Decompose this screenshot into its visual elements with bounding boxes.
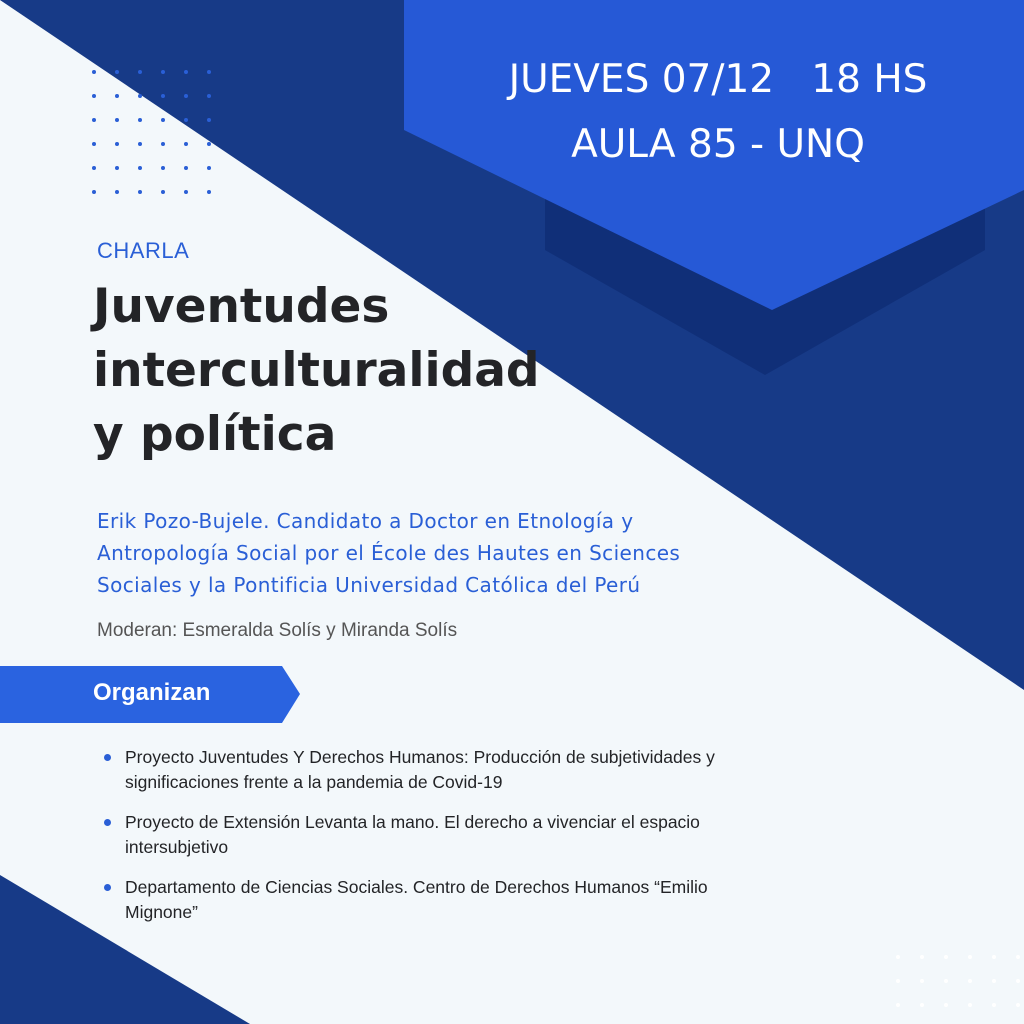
event-date-time: JUEVES 07/12 18 HS [508, 57, 928, 102]
dot [138, 118, 142, 122]
dot [138, 94, 142, 98]
organizer-item [104, 810, 864, 860]
dot [115, 118, 119, 122]
dot [920, 1003, 924, 1007]
speaker-line: Sociales y la Pontificia Universidad Católica del Perú [97, 573, 641, 597]
dot [115, 190, 119, 194]
dot [161, 70, 165, 74]
bullet-icon [104, 884, 111, 891]
dot [184, 142, 188, 146]
dot [944, 979, 948, 983]
dot [1016, 979, 1020, 983]
dot [138, 142, 142, 146]
dot [920, 955, 924, 959]
dot [92, 142, 96, 146]
dot [161, 118, 165, 122]
decorative-dot-grid-bottom [896, 955, 1020, 1007]
dot [920, 979, 924, 983]
dot [992, 979, 996, 983]
event-title [93, 275, 540, 467]
event-type-label: CHARLA [97, 238, 190, 263]
dot [944, 955, 948, 959]
dot [92, 94, 96, 98]
dot [115, 70, 119, 74]
dot [115, 142, 119, 146]
dot [115, 166, 119, 170]
title-line: interculturalidad [93, 343, 540, 398]
dot [92, 70, 96, 74]
dot [92, 166, 96, 170]
dot [138, 166, 142, 170]
event-location: AULA 85 - UNQ [571, 122, 865, 167]
organizer-item [104, 875, 864, 925]
dot [896, 979, 900, 983]
organizer-line: Mignone” [125, 902, 198, 922]
dot [161, 142, 165, 146]
title-line: Juventudes [93, 279, 390, 334]
organizer-line: Proyecto Juventudes Y Derechos Humanos: Producción de subjetividades y [125, 747, 715, 767]
dot [896, 955, 900, 959]
dot [968, 955, 972, 959]
dot [184, 94, 188, 98]
dot [207, 190, 211, 194]
dot [992, 955, 996, 959]
bullet-icon [104, 819, 111, 826]
dot [207, 142, 211, 146]
dot [92, 190, 96, 194]
organizers-list [104, 745, 864, 940]
dot [207, 166, 211, 170]
dot [184, 118, 188, 122]
dot [184, 70, 188, 74]
dot [896, 1003, 900, 1007]
dot [944, 1003, 948, 1007]
dot [161, 190, 165, 194]
bullet-icon [104, 754, 111, 761]
dot [161, 94, 165, 98]
organizer-line: Proyecto de Extensión Levanta la mano. El derecho a vivenciar el espacio [125, 812, 700, 832]
dot [184, 190, 188, 194]
dot [138, 190, 142, 194]
dot [1016, 955, 1020, 959]
organizer-line: significaciones frente a la pandemia de Covid-19 [125, 772, 503, 792]
dot [184, 166, 188, 170]
dot [207, 118, 211, 122]
dot [161, 166, 165, 170]
speaker-line: Erik Pozo-Bujele. Candidato a Doctor en Etnología y [97, 509, 634, 533]
dot [968, 979, 972, 983]
dot [115, 94, 119, 98]
dot [138, 70, 142, 74]
speaker-description [97, 505, 680, 601]
organizer-line: Departamento de Ciencias Sociales. Centro de Derechos Humanos “Emilio [125, 877, 708, 897]
dot [968, 1003, 972, 1007]
dot [207, 70, 211, 74]
organizers-label: Organizan [93, 679, 211, 706]
speaker-line: Antropología Social por el École des Hautes en Sciences [97, 541, 681, 565]
decorative-dot-grid-top [92, 70, 211, 194]
organizer-line: intersubjetivo [125, 837, 229, 857]
dot [992, 1003, 996, 1007]
moderators-text: Moderan: Esmeralda Solís y Miranda Solís [97, 620, 458, 641]
dot [207, 94, 211, 98]
title-line: y política [93, 407, 337, 462]
dot [92, 118, 96, 122]
organizer-item [104, 745, 864, 795]
dot [1016, 1003, 1020, 1007]
